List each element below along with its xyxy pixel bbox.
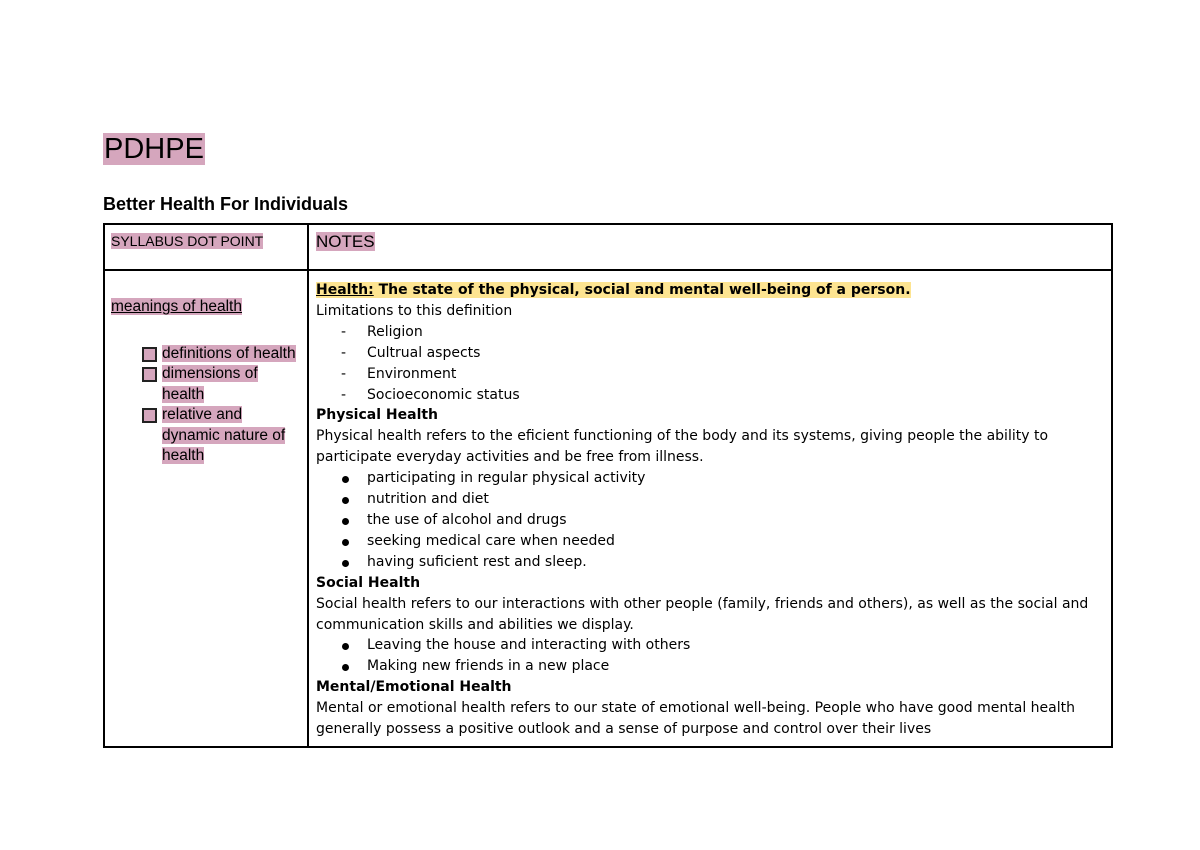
checklist-item-label: relative and dynamic nature of health: [162, 406, 286, 464]
checkbox-icon[interactable]: [142, 408, 157, 423]
limitations-list: [316, 322, 1105, 406]
definition-text: The state of the physical, social and mental well-being of a person.: [373, 282, 911, 298]
header-cell-syllabus: [104, 224, 308, 270]
notes-cell: [308, 270, 1112, 747]
physical-health-list: [316, 468, 1105, 573]
header-cell-notes: [308, 224, 1112, 270]
health-definition: [316, 280, 1105, 301]
checklist-item-label: definitions of health: [162, 344, 296, 362]
table-header-row: [104, 224, 1112, 270]
list-item: - Socioeconomic status: [316, 385, 1105, 406]
physical-health-heading: Physical Health: [316, 407, 439, 424]
social-health-heading: Social Health: [316, 574, 421, 591]
physical-health-text: Physical health refers to the eficient functioning of the body and its systems, giving people the ability to participate everyday activities and be free from illness.: [316, 428, 1049, 466]
social-health-list: [316, 635, 1105, 677]
page-subtitle: Better Health For Individuals: [103, 194, 349, 214]
syllabus-cell: [104, 270, 308, 747]
list-item: seeking medical care when needed: [316, 531, 1105, 552]
mental-health-heading: Mental/Emotional Health: [316, 679, 512, 696]
social-health-text: Social health refers to our interactions with other people (family, friends and others), as well as the social and communication skills and abilities we display.: [316, 595, 1089, 633]
limitations-heading: Limitations to this definition: [316, 302, 513, 319]
checklist-item-label: dimensions of health: [162, 365, 258, 403]
list-item: nutrition and diet: [316, 489, 1105, 510]
list-item: - Cultrual aspects: [316, 343, 1105, 364]
notes-table: [103, 223, 1113, 748]
list-item: having suficient rest and sleep.: [316, 552, 1105, 573]
header-notes-label: NOTES: [316, 232, 375, 251]
checkbox-icon[interactable]: [142, 367, 157, 382]
topic-link[interactable]: meanings of health: [111, 298, 242, 315]
checklist-item: [111, 405, 307, 467]
list-item: participating in regular physical activity: [316, 468, 1105, 489]
syllabus-checklist: [111, 344, 307, 467]
list-item: Leaving the house and interacting with others: [316, 635, 1105, 656]
table-body-row: [104, 270, 1112, 747]
list-item: Making new friends in a new place: [316, 656, 1105, 677]
checkbox-icon[interactable]: [142, 347, 157, 362]
list-item: the use of alcohol and drugs: [316, 510, 1105, 531]
checklist-item: [111, 344, 307, 365]
page-title: PDHPE: [104, 133, 204, 165]
header-syllabus-label: SYLLABUS DOT POINT: [111, 233, 264, 249]
list-item: - Environment: [316, 364, 1105, 385]
checklist-item: [111, 364, 307, 405]
definition-label: Health:: [316, 282, 374, 298]
mental-health-text: Mental or emotional health refers to our state of emotional well-being. People who have good mental health generally possess a positive outlook and a sense of purpose and control over their lives: [316, 700, 1075, 738]
list-item: - Religion: [316, 322, 1105, 343]
